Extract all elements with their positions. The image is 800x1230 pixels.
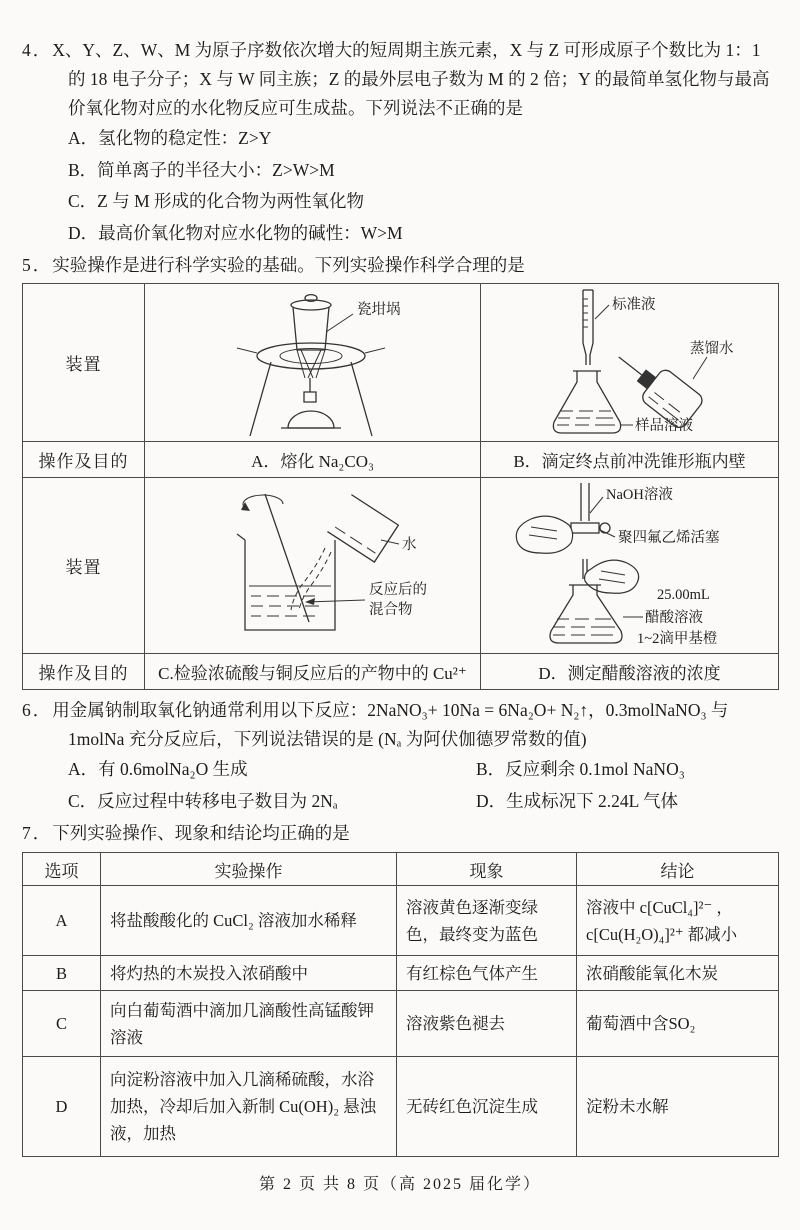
stirring-rod-icon: [241, 494, 309, 622]
header-phenomenon: 现象: [397, 853, 577, 886]
diagram-acid-titration-cell: [481, 478, 779, 654]
question-4-option-b: B．简单离子的半径大小：Z>W>M: [68, 159, 335, 180]
question-5-number: 5．: [22, 255, 53, 275]
question-6-options: [68, 754, 778, 817]
question-4-number: 4．: [22, 40, 53, 60]
row-c-phenomenon: 溶液紫色褪去: [397, 991, 577, 1057]
question-7-stem-text: 下列实验操作、现象和结论均正确的是: [52, 823, 350, 843]
acetic-acid-label: 醋酸溶液: [645, 609, 703, 626]
question-4-stem: [22, 36, 778, 123]
question-5-option-b: B．滴定终点前冲洗锥形瓶内壁: [481, 442, 779, 478]
row-label-device-1: 装置: [23, 284, 145, 442]
row-d-option: D: [23, 1057, 101, 1157]
question-4-options: [68, 123, 778, 249]
beaker-icon: [237, 534, 335, 630]
naoh-solution-label: NaOH溶液: [606, 486, 673, 503]
row-b-operation: 将灼热的木炭投入浓硝酸中: [101, 956, 397, 991]
ptfe-stopcock-label: 聚四氟乙烯活塞: [618, 529, 720, 546]
mixture-liquid: [249, 586, 331, 616]
table-header-row: [23, 853, 779, 886]
volume-label: 25.00mL: [657, 586, 710, 603]
question-6-option-b: B．反应剩余 0.1mol NaNO₃: [476, 759, 685, 779]
header-operation: 实验操作: [101, 853, 397, 886]
sample-solution-label: 样品溶液: [635, 417, 693, 434]
diagram-titration-rinse-cell: [481, 284, 779, 442]
question-5-stem: [22, 251, 778, 280]
crucible-label: 瓷坩埚: [356, 301, 400, 318]
row-a-conclusion: 溶液中 c[CuCl₄]²⁻ ，c[Cu(H₂O)₄]²⁺ 都减小: [577, 886, 779, 956]
row-b-option: B: [23, 956, 101, 991]
question-6-number: 6．: [22, 700, 53, 720]
question-7-table: [22, 852, 779, 1157]
question-4-option-c: C．Z 与 M 形成的化合物为两性氧化物: [68, 191, 365, 211]
question-5-stem-text: 实验操作是进行科学实验的基础。下列实验操作科学合理的是: [52, 255, 525, 275]
pouring-cup-icon: [327, 494, 398, 561]
question-4-option-d: D．最高价氧化物对应水化物的碱性：W>M: [68, 222, 403, 243]
row-d-operation: 向淀粉溶液中加入几滴稀硫酸，水浴加热，冷却后加入新制 Cu(OH)₂ 悬浊液，加热: [101, 1057, 397, 1157]
diagram-beaker-cell: [145, 478, 481, 654]
header-conclusion: 结论: [577, 853, 779, 886]
question-7-stem: [22, 819, 778, 848]
table-row: [23, 478, 779, 654]
water-label: 水: [402, 536, 417, 553]
row-label-operation-2: 操作及目的: [23, 654, 145, 690]
mixture-label-line1: 反应后的: [369, 581, 427, 598]
question-5-option-d: D．测定醋酸溶液的浓度: [481, 654, 779, 690]
beaker-dilution-diagram: [149, 482, 479, 650]
row-a-option: A: [23, 886, 101, 956]
question-7-number: 7．: [22, 823, 53, 843]
distilled-water-label: 蒸馏水: [690, 340, 734, 357]
conical-flask-icon: [550, 585, 622, 643]
row-a-phenomenon: 溶液黄色逐渐变绿色，最终变为蓝色: [397, 886, 577, 956]
conical-flask-icon: [553, 371, 620, 433]
mixture-label-line2: 混合物: [369, 601, 413, 618]
table-row: [23, 442, 779, 478]
table-row: [23, 991, 779, 1057]
question-7: [22, 819, 778, 1157]
question-4-option-a: A．氢化物的稳定性：Z>Y: [68, 128, 272, 148]
acetic-titration-diagram: [485, 481, 775, 651]
crucible-tripod-diagram: [153, 288, 473, 438]
question-5-option-a: A．熔化 Na₂CO₃: [145, 442, 481, 478]
table-row: [23, 1057, 779, 1157]
tripod-ring-icon: [237, 343, 385, 369]
row-label-operation-1: 操作及目的: [23, 442, 145, 478]
question-6-stem-text: 用金属钠制取氧化钠通常利用以下反应：2NaNO₃+ 10Na = 6Na₂O+ N₂↑，0.3molNaNO₃ 与 1molNa 充分反应后，下列说法错误的是 (Nₐ 为阿伏伽德罗常数的值): [52, 700, 729, 749]
question-6-option-a: A．有 0.6molNa₂O 生成: [68, 759, 248, 779]
question-6-stem: [22, 696, 778, 754]
question-5: [22, 251, 778, 690]
row-c-operation: 向白葡萄酒中滴加几滴酸性高锰酸钾溶液: [101, 991, 397, 1057]
question-6: [22, 696, 778, 817]
acetic-liquid: [553, 619, 615, 635]
row-b-conclusion: 浓硝酸能氧化木炭: [577, 956, 779, 991]
table-row: [23, 284, 779, 442]
table-row: [23, 654, 779, 690]
question-5-option-c: C.检验浓硫酸与铜反应后的产物中的 Cu²⁺: [145, 654, 481, 690]
row-a-operation: 将盐酸酸化的 CuCl₂ 溶液加水稀释: [101, 886, 397, 956]
sample-liquid: [557, 411, 615, 425]
question-4-stem-text: X、Y、Z、W、M 为原子序数依次增大的短周期主族元素，X 与 Z 可形成原子个数比为 1：1 的 18 电子分子；X 与 W 同主族；Z 的最外层电子数为 M 的 2 倍；Y 的最简单氢化物与最高价氧化物对应的水化物反应可生成盐。下列说法不正确的是: [52, 40, 770, 118]
row-c-option: C: [23, 991, 101, 1057]
table-row: [23, 886, 779, 956]
question-6-option-c: C．反应过程中转移电子数目为 2Nₐ: [68, 790, 338, 811]
diagram-crucible-cell: [145, 284, 481, 442]
question-4: [22, 36, 778, 249]
question-6-option-d: D．生成标况下 2.24L 气体: [476, 790, 679, 811]
row-c-conclusion: 葡萄酒中含SO₂: [577, 991, 779, 1057]
alcohol-burner-icon: [281, 378, 341, 428]
table-row: [23, 956, 779, 991]
crucible-icon: [291, 294, 331, 349]
titration-rinse-diagram: [485, 287, 775, 439]
question-5-table: [22, 283, 779, 690]
row-b-phenomenon: 有红棕色气体产生: [397, 956, 577, 991]
row-label-device-2: 装置: [23, 478, 145, 654]
burette-icon: [581, 483, 589, 579]
burette-icon: [583, 290, 593, 365]
standard-solution-label: 标准液: [612, 296, 656, 313]
row-d-conclusion: 淀粉未水解: [577, 1057, 779, 1157]
page-footer: 第 2 页 共 8 页（高 2025 届化学）: [258, 1176, 541, 1193]
header-option: 选项: [23, 853, 101, 886]
hand-icon: [516, 516, 638, 593]
indicator-label: 1~2滴甲基橙: [637, 630, 718, 647]
row-d-phenomenon: 无砖红色沉淀生成: [397, 1057, 577, 1157]
